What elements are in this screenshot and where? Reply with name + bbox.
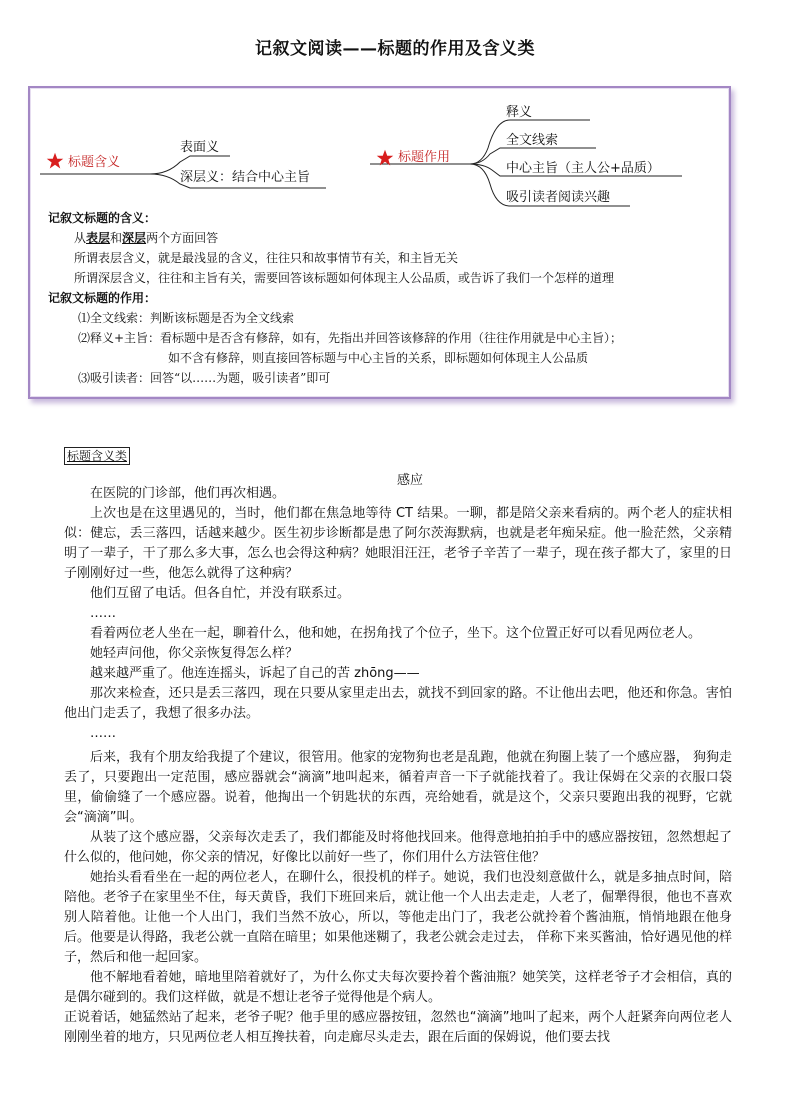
- branch-attract: 吸引读者阅读兴趣: [506, 190, 611, 205]
- branch-explain: 释义: [506, 105, 533, 120]
- notes-function-line: ⑵释义+主旨：看标题中是否含有修辞，如有，先指出并回答该修辞的作用（往往作用就是中心主旨）；: [78, 331, 623, 345]
- article-paragraph: 那次来检查，还只是丢三落四，现在只要从家里走出去，就找不到回家的路。不让他出去吧，他还和你急。害怕他出门走丢了，我想了很多办法。: [64, 686, 732, 721]
- notes-meaning-line: 所谓深层含义，往往和主旨有关，需要回答该标题如何体现主人公品质，或告诉了我们一个怎样的道理: [74, 271, 615, 285]
- notes-text: 两个方面回答: [146, 231, 219, 245]
- article-paragraph: 后来，我有个朋友给我提了个建议，很管用。他家的宠物狗也老是乱跑，他就在狗圈上装了一个感应器， 狗狗走丢了，只要跑出一定范围，感应器就会“滴滴”地叫起来，循着声音一下子就能找着了。我让保姆在父亲的衣服口袋里，偷偷缝了一个感应器。说着，他掏出一个钥匙状的东西，亮给她看，就是这个，父亲只要跑出我的视野，它就会“滴滴”叫。: [64, 750, 732, 825]
- mindmap-root-function: 标题作用: [398, 150, 451, 165]
- star-icon: [46, 152, 64, 170]
- document-title: 记叙文阅读——标题的作用及含义类: [255, 39, 535, 59]
- article-paragraph: 他不解地看着她，暗地里陪着就好了，为什么你丈夫每次要拎着个酱油瓶？她笑笑，这样老爷子才会相信，真的是偶尔碰到的。我们这样做，就是不想让老爷子觉得他是个病人。: [64, 970, 732, 1005]
- notes-function-line: ⑶吸引读者：回答“以……为题，吸引读者”即可: [78, 371, 331, 385]
- notes-meaning-line: 所谓表层含义，就是最浅显的含义，往往只和故事情节有关，和主旨无关: [74, 251, 459, 265]
- article-body: [64, 484, 732, 1048]
- notes-text: 从: [74, 231, 87, 245]
- article-paragraph: 他们互留了电话。但各自忙，并没有联系过。: [90, 586, 351, 601]
- notes: [48, 208, 728, 388]
- notes-meaning-line: [48, 228, 728, 248]
- article-paragraph: 她轻声问他，你父亲恢复得怎么样？: [90, 646, 299, 661]
- article-paragraph: ……: [90, 726, 116, 741]
- notes-function-line: 如不含有修辞，则直接回答标题与中心主旨的关系，即标题如何体现主人公品质: [168, 351, 589, 365]
- branch-deep-meaning: 深层义：结合中心主旨: [180, 170, 311, 185]
- section-tag: 标题含义类: [64, 447, 130, 465]
- article-paragraph: 看着两位老人坐在一起，聊着什么，他和她，在拐角找了个位子，坐下。这个位置正好可以看见两位老人。: [90, 626, 702, 641]
- article-paragraph: 上次也是在这里遇见的，当时，他们都在焦急地等待 CT 结果。一聊，都是陪父亲来看病的。两个老人的症状相似：健忘，丢三落四，话越来越少。医生初步诊断都是患了阿尔茨海默病，也就是老年痴呆症。他一脸茫然，父亲精明了一辈子，干了那么多大事，怎么也会得这种病？她眼泪汪汪，老爷子辛苦了一辈子，现在孩子都大了，家里的日子刚刚好过一些，他怎么就得了这种病？: [64, 506, 732, 581]
- branch-clue: 全文线索: [506, 133, 559, 148]
- notes-meaning-heading: 记叙文标题的含义：: [48, 211, 157, 225]
- star-icon: [376, 149, 394, 167]
- notes-function-line: ⑴全文线索：判断该标题是否为全文线索: [78, 311, 295, 325]
- notes-emphasis: 表层: [86, 231, 111, 245]
- article-paragraph: 从装了这个感应器，父亲每次走丢了，我们都能及时将他找回来。他得意地拍拍手中的感应器按钮，忽然想起了什么似的，他问她，你父亲的情况，好像比以前好一些了，你们用什么方法管住他？: [64, 830, 732, 865]
- mindmap-root-meaning: 标题含义: [68, 155, 121, 170]
- article-paragraph: 越来越严重了。他连连摇头，诉起了自己的苦 zhōng——: [90, 666, 420, 681]
- article-paragraph: ……: [90, 606, 116, 621]
- notes-text: 和: [110, 231, 123, 245]
- article-paragraph: 她抬头看看坐在一起的两位老人，在聊什么，很投机的样子。她说，我们也没刻意做什么，就是多抽点时间，陪陪他。老爷子在家里坐不住，每天黄昏，我们下班回来后，就让他一个人出去走走，人老了，倔犟得很，他也不喜欢别人陪着他。让他一个人出门，我们当然不放心，所以，等他走出门了，我老公就拎着个酱油瓶，悄悄地跟在他身后。他要是认得路，我老公就一直陪在暗里；如果他迷糊了，我老公就会走过去， 佯称下来买酱油，恰好遇见他的样子，然后和他一起回家。: [64, 870, 732, 965]
- article-paragraph: 在医院的门诊部，他们再次相遇。: [90, 486, 286, 501]
- summary-box: [28, 86, 731, 399]
- branch-surface-meaning: 表面义: [180, 140, 220, 155]
- notes-emphasis: 深层: [122, 231, 147, 245]
- notes-function-heading: 记叙文标题的作用：: [48, 291, 157, 305]
- article-title: 感应: [396, 473, 423, 488]
- branch-theme: 中心主旨（主人公+品质）: [506, 161, 660, 176]
- article-paragraph: 正说着话，她猛然站了起来，老爷子呢？他手里的感应器按钮，忽然也“滴滴”地叫了起来，两个人赶紧奔向两位老人刚刚坐着的地方，只见两位老人相互搀扶着，向走廊尽头走去，跟在后面的保姆说，他们要去找: [64, 1010, 732, 1045]
